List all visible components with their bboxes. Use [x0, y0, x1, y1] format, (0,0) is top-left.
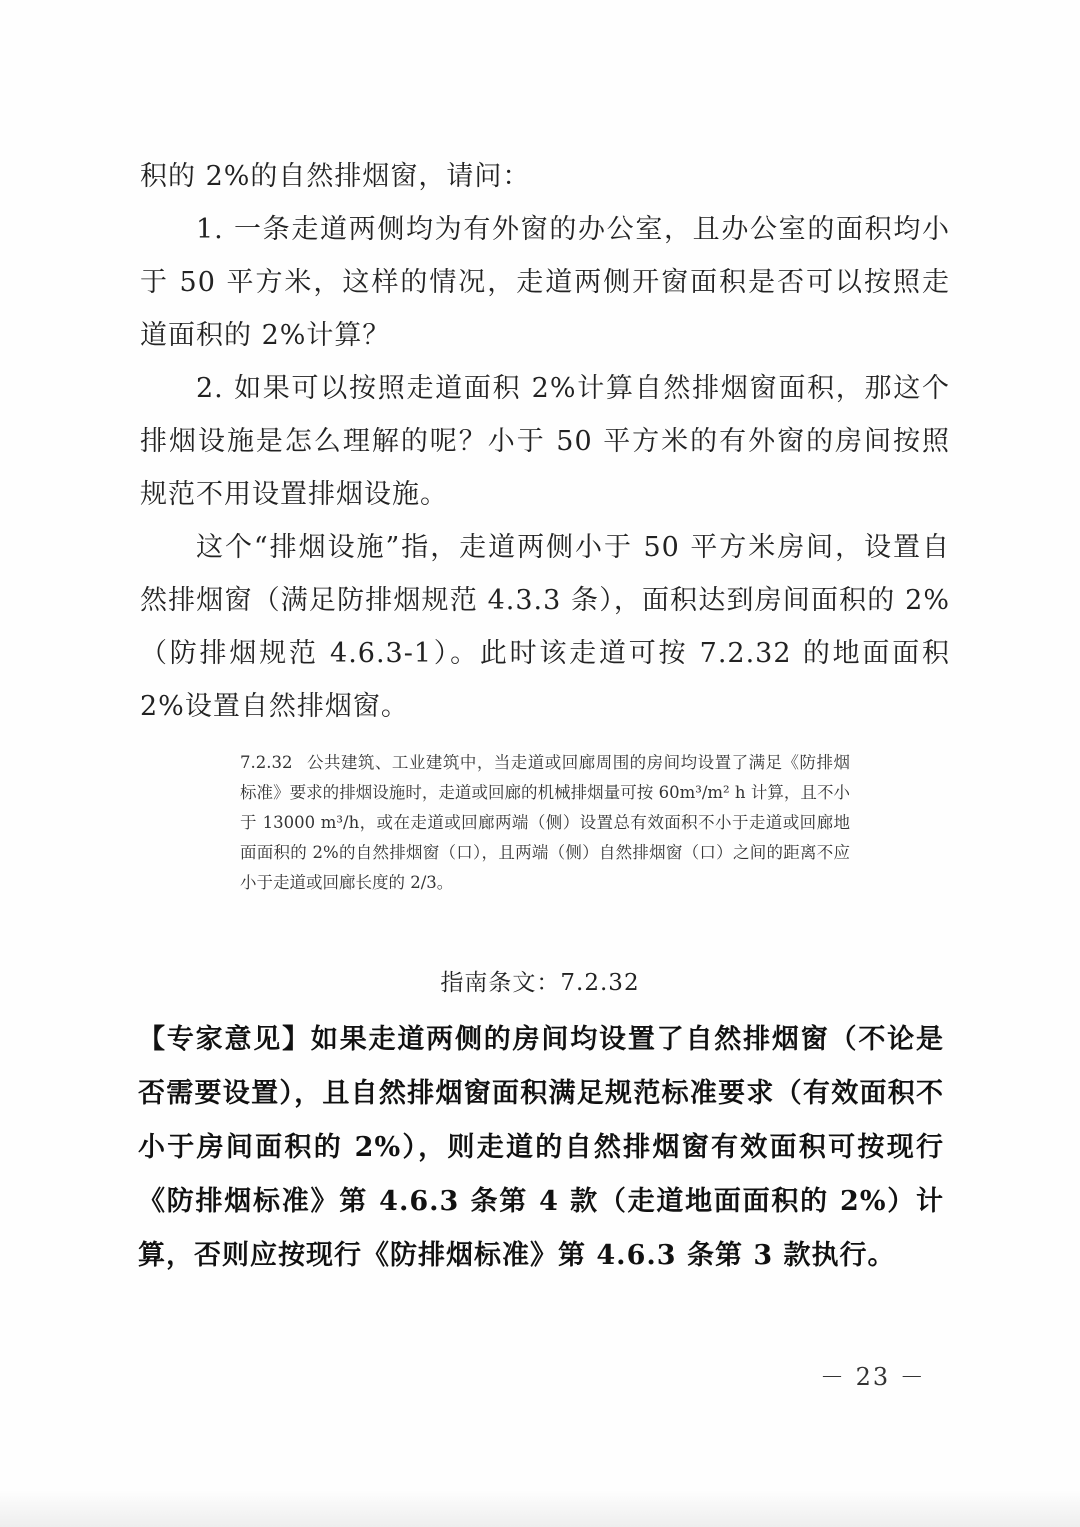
- answer-paragraph: 这个“排烟设施”指，走道两侧小于 50 平方米房间，设置自然排烟窗（满足防排烟规范 4.3.3 条），面积达到房间面积的 2%（防排烟规范 4.6.3-1）。此时该走道可按 7.2.32 的地面面积 2%设置自然排烟窗。: [140, 532, 950, 722]
- question-1: 1. 一条走道两侧均为有外窗的办公室，且办公室的面积均小于 50 平方米，这样的情况，走道两侧开窗面积是否可以按照走道面积的 2%计算？: [140, 214, 950, 351]
- clause-number: 7.2.32: [240, 753, 293, 772]
- quoted-clause: [240, 748, 850, 898]
- document-body: [140, 150, 950, 733]
- page-number: － 23 －: [820, 1363, 926, 1391]
- clause-text: 公共建筑、工业建筑中，当走道或回廊周围的房间均设置了满足《防排烟标准》要求的排烟设施时，走道或回廊的机械排烟量可按 60m³/m² h 计算，且不小于 13000 m³/h，或在走道或回廊两端（侧）设置总有效面积不小于走道或回廊地面面积的 2%的自然排烟窗（口），且两端（侧）自然排烟窗（口）之间的距离不应小于走道或回廊长度的 2/3。: [240, 753, 850, 892]
- scan-edge-shadow: [0, 1490, 1080, 1527]
- clause-caption: 指南条文：7.2.32: [440, 970, 640, 996]
- expert-opinion: 【专家意见】如果走道两侧的房间均设置了自然排烟窗（不论是否需要设置），且自然排烟窗面积满足规范标准要求（有效面积不小于房间面积的 2%），则走道的自然排烟窗有效面积可按现行《防排烟标准》第 4.6.3 条第 4 款（走道地面面积的 2%）计算，否则应按现行《防排烟标准》第 4.6.3 条第 3 款执行。: [138, 1024, 944, 1271]
- question-2: 2. 如果可以按照走道面积 2%计算自然排烟窗面积，那这个排烟设施是怎么理解的呢？小于 50 平方米的有外窗的房间按照规范不用设置排烟设施。: [140, 373, 950, 510]
- paragraph-continuation: 积的 2%的自然排烟窗，请问：: [140, 161, 531, 192]
